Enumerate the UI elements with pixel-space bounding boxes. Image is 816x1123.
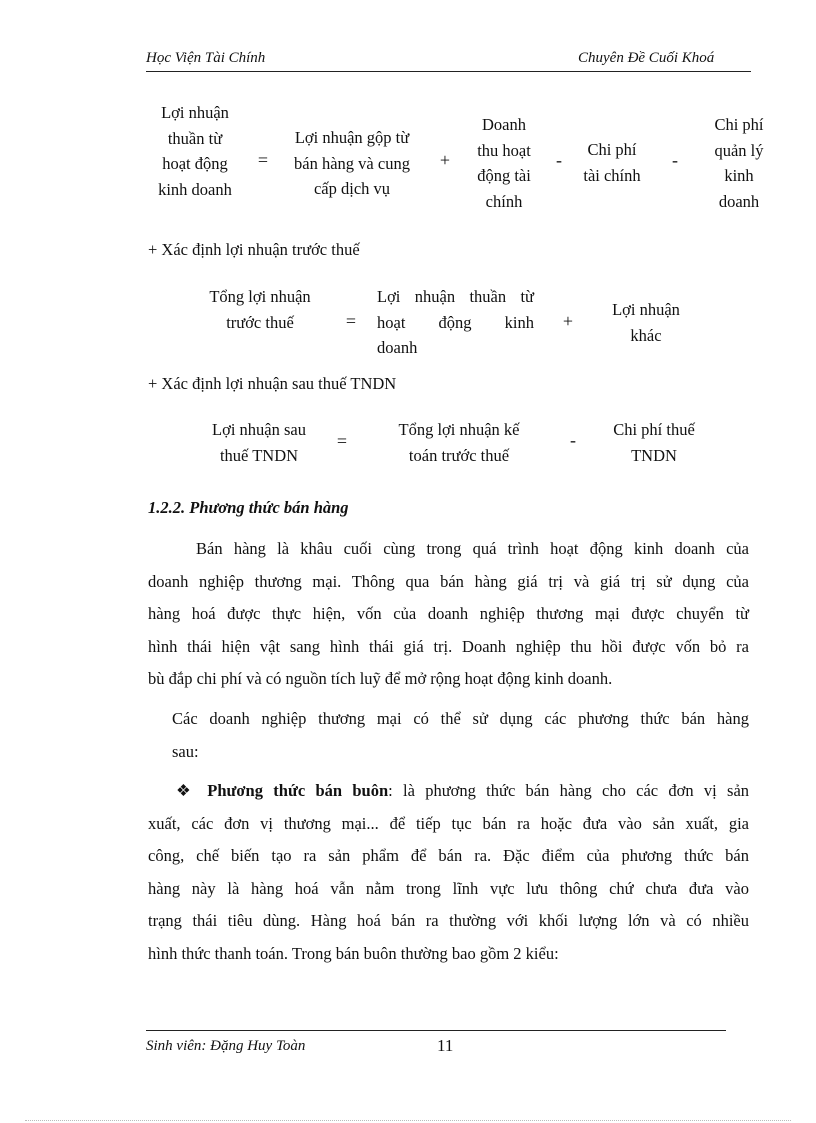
formula1-term1-line: kinh doanh — [158, 179, 232, 199]
formula1-term5-line: quản lý — [714, 140, 764, 160]
header-title: Chuyên Đề Cuối Khoá — [578, 50, 715, 66]
formula1-term-gross-profit — [276, 125, 428, 202]
page-edge-divider — [25, 1120, 791, 1121]
section-heading: 1.2.2. Phương thức bán hàng — [148, 498, 349, 517]
formula1-term1-line: hoạt động — [162, 154, 228, 173]
formula1-plus: + — [439, 150, 451, 170]
formula1-term2-line: Lợi nhuận gộp từ — [294, 128, 410, 147]
paragraph-line: Các doanh nghiệp thương mại có thể sử dụng các phương thức bán hàng — [172, 709, 749, 728]
header-divider — [146, 71, 751, 72]
formula1-term3-line: thu hoạt — [477, 140, 531, 160]
formula2-term2-line: doanh — [377, 338, 418, 357]
formula1-term2-line: bán hàng và cung — [294, 153, 410, 173]
paragraph-line: công, chế biến tạo ra sản phẩm để bán ra. Đặc điểm của phương thức bán — [148, 846, 749, 865]
header-school: Học Viện Tài Chính — [146, 50, 266, 66]
paragraph-line: sau: — [172, 741, 199, 761]
formula1-term3-line: chính — [485, 191, 523, 211]
formula1-term2-line: cấp dịch vụ — [313, 179, 391, 198]
formula2-term1-line: trước thuế — [226, 312, 294, 332]
formula2-equals: = — [345, 311, 357, 331]
footer-divider — [146, 1030, 726, 1031]
formula1-term3-line: Doanh — [482, 115, 526, 134]
formula1-term3-line: động tài — [477, 166, 531, 185]
formula1-term5-line: Chi phí — [714, 115, 764, 134]
formula2-term-total-pretax — [190, 284, 330, 335]
paragraph-methods-intro — [172, 703, 749, 768]
formula2-term1-line: Tổng lợi nhuận — [209, 287, 311, 306]
step-aftertax-label: + Xác định lợi nhuận sau thuế TNDN — [148, 374, 397, 393]
paragraph-line: doanh nghiệp thương mại. Thông qua bán hàng giá trị và giá trị sử dụng của — [148, 571, 749, 591]
formula1-term-admin-cost — [700, 112, 778, 214]
paragraph-line: xuất, các đơn vị thương mại... để tiếp tục bán ra hoặc đưa vào sản xuất, gia — [148, 813, 749, 833]
formula3-term3-line: Chi phí thuế — [613, 420, 695, 439]
formula2-term-net-operating — [377, 284, 534, 361]
formula1-term4-line: Chi phí — [587, 140, 637, 159]
formula3-term-total-accounting — [380, 417, 538, 468]
paragraph-line: hàng hoá được thực hiện, vốn của doanh nghiệp thương mại được chuyển từ — [148, 604, 749, 623]
formula3-equals: = — [336, 431, 348, 451]
wholesale-definition-start: : là phương thức bán hàng cho các đơn vị sản — [388, 781, 750, 800]
formula1-equals: = — [257, 150, 269, 170]
formula3-term3-line: TNDN — [631, 445, 677, 465]
paragraph-line: trạng thái tiêu dùng. Hàng hoá bán ra thường với khối lượng lớn và có nhiều — [148, 911, 749, 930]
paragraph-line: hình thức thanh toán. Trong bán buôn thường bao gồm 2 kiểu: — [148, 943, 559, 963]
paragraph-line — [148, 775, 749, 808]
footer-student: Sinh viên: Đặng Huy Toàn — [146, 1038, 306, 1054]
formula3-term1-line: Lợi nhuận sau — [212, 420, 306, 439]
page-number: 11 — [437, 1036, 454, 1055]
formula1-term5-line: kinh — [724, 166, 754, 185]
paragraph-wholesale — [148, 775, 749, 970]
paragraph-line: hình thái hiện vật sang hình thái giá trị. Doanh nghiệp thu hồi được vốn bỏ ra — [148, 636, 749, 656]
diamond-bullet-icon: ❖ — [176, 781, 197, 800]
formula3-minus: - — [570, 430, 576, 450]
formula2-term2-line: Lợi nhuận thuần từ — [377, 287, 534, 306]
formula1-term1-line: thuần từ — [167, 128, 223, 148]
formula1-term-financial-cost — [568, 137, 656, 188]
formula3-term2-line: Tổng lợi nhuận kế — [398, 420, 520, 439]
formula1-term1-line: Lợi nhuận — [161, 103, 229, 122]
formula2-plus: + — [562, 311, 574, 331]
paragraph-line: hàng này là hàng hoá vẫn nằm trong lĩnh vực lưu thông chứ chưa đưa vào — [148, 878, 749, 898]
formula1-term-net-profit — [140, 100, 250, 202]
formula1-term-financial-revenue — [460, 112, 548, 214]
formula1-minus: - — [556, 150, 562, 170]
paragraph-line: Bán hàng là khâu cuối cùng trong quá trình hoạt động kinh doanh của — [196, 539, 749, 558]
formula3-term-aftertax — [195, 417, 323, 468]
wholesale-term: Phương thức bán buôn — [207, 781, 389, 800]
paragraph-line: bù đắp chi phí và có nguồn tích luỹ để mở rộng hoạt động kinh doanh. — [148, 669, 613, 688]
formula2-term3-line: khác — [630, 325, 662, 345]
formula3-term2-line: toán trước thuế — [408, 445, 510, 465]
formula3-term1-line: thuế TNDN — [219, 445, 299, 465]
step-pretax-label: + Xác định lợi nhuận trước thuế — [148, 240, 360, 259]
formula1-minus: - — [672, 150, 678, 170]
formula2-term-other-profit — [606, 297, 686, 348]
formula1-term4-line: tài chính — [583, 165, 641, 185]
formula3-term-tax-cost — [596, 417, 712, 468]
paragraph-sales-intro — [148, 533, 749, 696]
formula2-term3-line: Lợi nhuận — [612, 300, 680, 319]
formula1-term5-line: doanh — [718, 191, 760, 211]
formula2-term2-line: hoạt động kinh — [377, 312, 534, 332]
